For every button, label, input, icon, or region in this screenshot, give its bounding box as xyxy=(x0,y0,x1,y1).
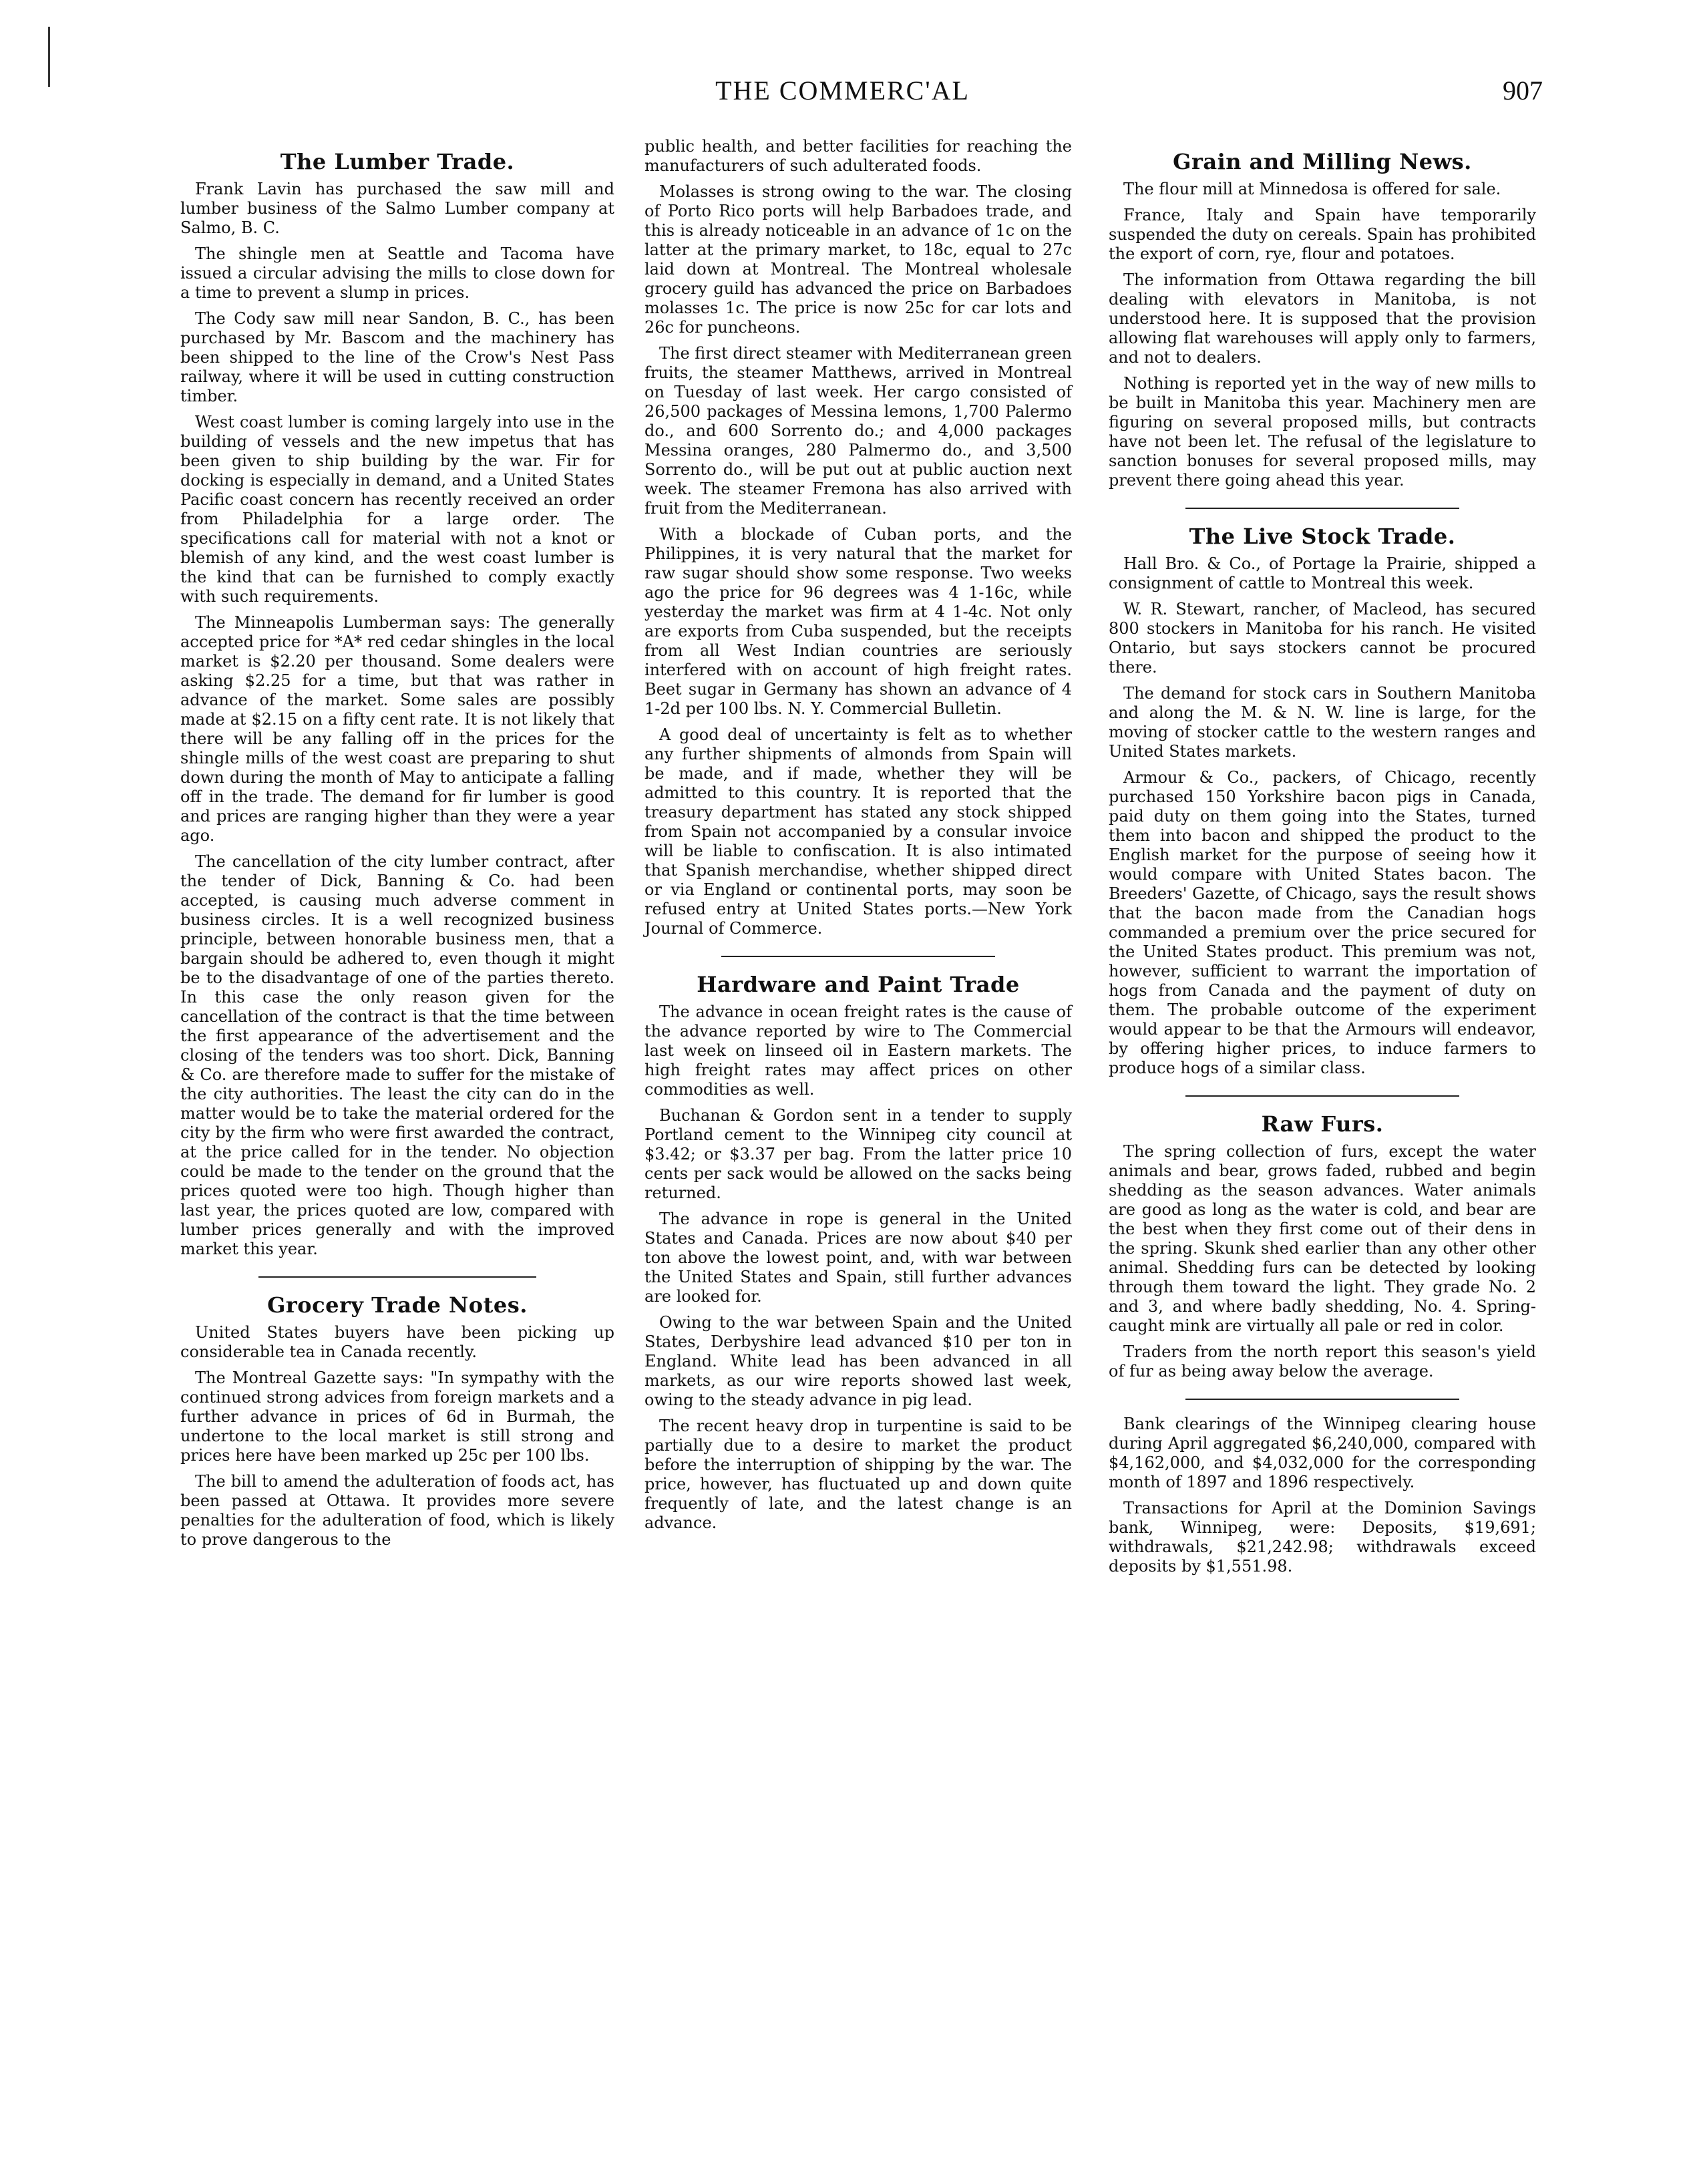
article-paragraph: Hall Bro. & Co., of Portage la Prairie, shipped a consignment of cattle to Montreal this week. xyxy=(1109,554,1536,592)
article-paragraph: The first direct steamer with Mediterranean green fruits, the steamer Matthews, arrived in Montreal on Tuesday of last week. Her cargo consisted of 26,500 packages of Messina lemons, 1,700 Palermo do., and 600 Sorrento do.; and 4,000 packages Messina oranges, 280 Palmermo do., and 3,500 Sorrento do., will be put out at public auction next week. The steamer Fremona has also arrived with fruit from the Mediterranean. xyxy=(644,344,1072,518)
article-paragraph: Armour & Co., packers, of Chicago, recently purchased 150 Yorkshire bacon pigs in Canada, paid duty on them going into the States, turned them into bacon and shipped the product to the English market for the purpose of seeing how it would compare with United States bacon. The Breeders' Gazette, of Chicago, says the result shows that the bacon made from the Canadian hogs commanded a premium over the price secured for the United States product. This premium was not, however, sufficient to warrant the importation of hogs from Canada and the payment of duty on them. The probable outcome of the experiment would appear to be that the Armours will endeavor, by offering higher prices, to induce farmers to produce hogs of a similar class. xyxy=(1109,768,1536,1077)
article-paragraph: The spring collection of furs, except the water animals and bear, grows faded, rubbed and begin shedding as the season advances. Water animals are good as long as the water is cold, and bear are the best when they first come out of their dens in the spring. Skunk shed earlier than any other other animal. Shedding furs can be detected by looking through them toward the light. They grade No. 2 and 3, and where badly shedding, No. 4. Spring-caught mink are virtually all pale or red in color. xyxy=(1109,1142,1536,1335)
section-heading-live-stock-trade: The Live Stock Trade. xyxy=(1189,524,1456,549)
section-heading-grain-milling-news: Grain and Milling News. xyxy=(1173,149,1472,174)
article-paragraph: The bill to amend the adulteration of foods act, has been passed at Ottawa. It provides more severe penalties for the adulteration of food, which is likely to prove dangerous to the xyxy=(180,1472,614,1549)
article-paragraph: Frank Lavin has purchased the saw mill and lumber business of the Salmo Lumber company at Salmo, B. C. xyxy=(180,180,614,237)
article-paragraph: The Montreal Gazette says: "In sympathy with the continued strong advices from foreign markets and a further advance in prices of 6d in Burmah, the undertone to the local market is still strong and prices here have been marked up 25c per 100 lbs. xyxy=(180,1369,614,1465)
section-divider xyxy=(721,956,995,957)
article-paragraph: United States buyers have been picking up considerable tea in Canada recently. xyxy=(180,1323,614,1361)
article-paragraph: The flour mill at Minnedosa is offered for sale. xyxy=(1123,180,1501,198)
article-paragraph: The Cody saw mill near Sandon, B. C., has been purchased by Mr. Bascom and the machinery has been shipped to the line of the Crow's Nest Pass railway, where it will be used in cutting construction timber. xyxy=(180,309,614,405)
section-heading-hardware-paint-trade: Hardware and Paint Trade xyxy=(697,972,1020,997)
article-paragraph: France, Italy and Spain have temporarily suspended the duty on cereals. Spain has prohibited the export of corn, rye, flour and potatoes. xyxy=(1109,206,1536,263)
page-header-title: THE COMMERC'AL xyxy=(715,75,970,106)
article-paragraph: The advance in rope is general in the United States and Canada. Prices are now about $40 per ton above the lowest point, and, with war between the United States and Spain, still further advances are looked for. xyxy=(644,1210,1072,1306)
section-divider xyxy=(1185,1095,1459,1097)
article-paragraph: Bank clearings of the Winnipeg clearing house during April aggregated $6,240,000, compared with $4,162,000, and $4,032,000 for the corresponding month of 1897 and 1896 respectively. xyxy=(1109,1415,1536,1491)
section-heading-lumber-trade: The Lumber Trade. xyxy=(280,149,515,174)
section-divider xyxy=(258,1276,536,1278)
section-divider xyxy=(1185,508,1459,509)
article-paragraph: Molasses is strong owing to the war. The closing of Porto Rico ports will help Barbadoes trade, and this is already noticeable in an advance of 1c on the latter at the primary market, to 18c, equal to 27c laid down at Montreal. The Montreal wholesale grocery guild has advanced the price on Barbadoes molasses 1c. The price is now 25c for car lots and 26c for puncheons. xyxy=(644,182,1072,337)
article-paragraph: The advance in ocean freight rates is the cause of the advance reported by wire to The Commercial last week on linseed oil in Eastern markets. The high freight rates may affect prices on other commodities as well. xyxy=(644,1003,1072,1099)
article-paragraph: Transactions for April at the Dominion Savings bank, Winnipeg, were: Deposits, $19,691; withdrawals, $21,242.98; withdrawals exceed deposits by $1,551.98. xyxy=(1109,1499,1536,1576)
article-paragraph: The shingle men at Seattle and Tacoma have issued a circular advising the mills to close down for a time to prevent a slump in prices. xyxy=(180,244,614,302)
article-paragraph: W. R. Stewart, rancher, of Macleod, has secured 800 stockers in Manitoba for his ranch. He visited Ontario, but says stockers cannot be procured there. xyxy=(1109,600,1536,677)
article-paragraph: The recent heavy drop in turpentine is said to be partially due to a desire to market the product before the interruption of shipping by the war. The price, however, has fluctuated up and down quite frequently of late, and the latest change is an advance. xyxy=(644,1417,1072,1532)
article-paragraph: The demand for stock cars in Southern Manitoba and along the M. & N. W. line is large, for the moving of stocker cattle to the western ranges and United States markets. xyxy=(1109,684,1536,761)
column-2 xyxy=(644,137,1072,1539)
section-divider xyxy=(1185,1399,1459,1400)
column-3 xyxy=(1109,137,1536,1583)
article-paragraph: Nothing is reported yet in the way of new mills to be built in Manitoba this year. Machinery men are figuring on several proposed mills, but contracts have not been let. The refusal of the legislature to sanction bonuses for several proposed mills, may prevent there going ahead this year. xyxy=(1109,374,1536,490)
article-paragraph: West coast lumber is coming largely into use in the building of vessels and the new impetus that has been given to ship building by the war. Fir for docking is especially in demand, and a United States Pacific coast concern has recently received an order from Philadelphia for a large order. The specifications call for material with not a knot or blemish of any kind, and the west coast lumber is the kind that can be furnished to comply exactly with such requirements. xyxy=(180,413,614,606)
article-paragraph: The cancellation of the city lumber contract, after the tender of Dick, Banning & Co. had been accepted, is causing much adverse comment in business circles. It is a well recognized business principle, between honorable business men, that a bargain should be adhered to, even though it might be to the disadvantage of one of the parties thereto. In this case the only reason given for the cancellation of the contract is that the time between the first appearance of the advertisement and the closing of the tenders was too short. Dick, Banning & Co. are therefore made to suffer for the mistake of the city authorities. The least the city can do in the matter would be to take the material ordered for the city by the firm who were first awarded the contract, at the price called for in the tender. No objection could be made to the tender on the ground that the prices quoted were too high. Though higher than last year, the prices quoted are low, compared with lumber prices generally and with the improved market this year. xyxy=(180,852,614,1258)
section-heading-raw-furs: Raw Furs. xyxy=(1261,1111,1384,1137)
section-heading-grocery-trade-notes: Grocery Trade Notes. xyxy=(267,1292,528,1318)
article-paragraph: With a blockade of Cuban ports, and the Philippines, it is very natural that the market for raw sugar should show some response. Two weeks ago the price for 96 degrees was 4 1-16c, while yesterday the market was firm at 4 1-4c. Not only are exports from Cuba suspended, but the receipts from all West Indian countries are seriously interfered with on account of high freight rates. Beet sugar in Germany has shown an advance of 4 1-2d per 100 lbs. N. Y. Commercial Bulletin. xyxy=(644,525,1072,718)
article-paragraph: A good deal of uncertainty is felt as to whether any further shipments of almonds from Spain will be made, and if made, whether they will be admitted to this country. It is reported that the treasury department has stated any stock shipped from Spain not accompanied by a consular invoice will be liable to confiscation. It is also intimated that Spanish merchandise, whether shipped direct or via England or continental ports, may soon be refused entry at United States ports.—New York Journal of Commerce. xyxy=(644,725,1072,938)
article-paragraph: Owing to the war between Spain and the United States, Derbyshire lead advanced $10 per ton in England. White lead has been advanced in all markets, as our wire reports showed last week, owing to the steady advance in pig lead. xyxy=(644,1313,1072,1409)
article-paragraph-continued: public health, and better facilities for reaching the manufacturers of such adulterated foods. xyxy=(644,137,1072,175)
page-number: 907 xyxy=(1503,75,1543,106)
article-paragraph: Buchanan & Gordon sent in a tender to supply Portland cement to the Winnipeg city council at $3.42; or $3.37 per bag. From the latter price 10 cents per sack would be allowed on the sacks being returned. xyxy=(644,1106,1072,1202)
article-paragraph: The information from Ottawa regarding the bill dealing with elevators in Manitoba, is not understood here. It is supposed that the provision allowing flat warehouses will apply only to farmers, and not to dealers. xyxy=(1109,270,1536,367)
article-paragraph: Traders from the north report this season's yield of fur as being away below the average. xyxy=(1109,1342,1536,1381)
column-1 xyxy=(180,137,614,1556)
article-paragraph: The Minneapolis Lumberman says: The generally accepted price for *A* red cedar shingles in the local market is $2.20 per thousand. Some dealers were asking $2.25 for a time, but that was rather in advance of the market. Some sales are possibly made at $2.15 on a fifty cent rate. It is not likely that there will be any falling off in the prices for the shingle mills of the west coast are preparing to shut down during the month of May to anticipate a falling off in the trade. The demand for fir lumber is good and prices are ranging higher than they were a year ago. xyxy=(180,613,614,845)
